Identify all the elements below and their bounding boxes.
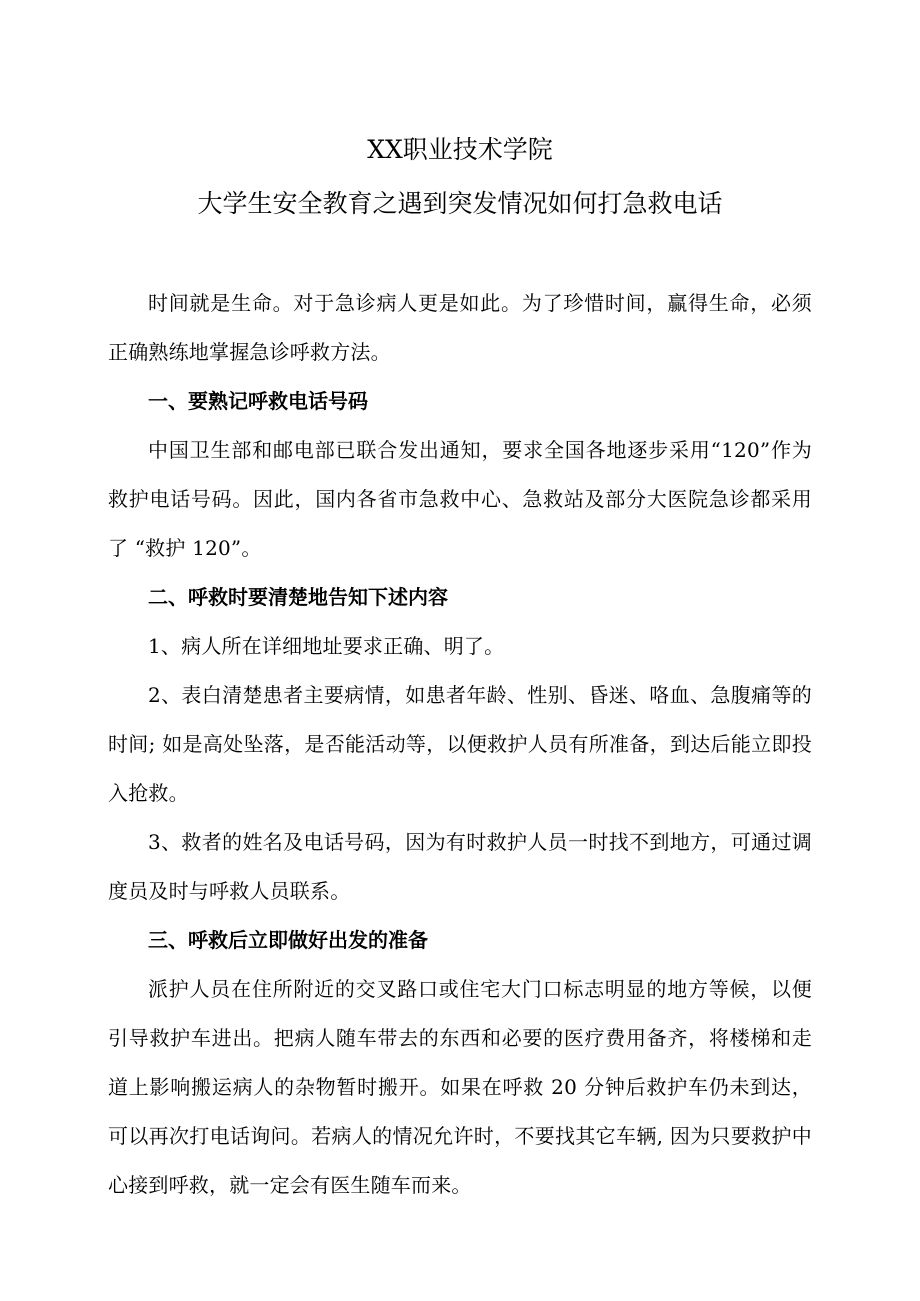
section-2-paragraph-2: 2、表白清楚患者主要病情，如患者年龄、性别、昏迷、咯血、急腹痛等的时间; 如是高处坠落，是否能活动等，以便救护人员有所准备，到达后能立即投入抢救。	[108, 683, 812, 805]
section-heading-3: 三、呼救后立即做好出发的准备	[148, 928, 428, 952]
section-2-paragraph-3: 3、救者的姓名及电话号码，因为有时救护人员一时找不到地方，可通过调度员及时与呼救人员联系。	[108, 830, 812, 903]
section-3-paragraph-1: 派护人员在住所附近的交叉路口或住宅大门口标志明显的地方等候，以便引导救护车进出。把病人随车带去的东西和必要的医疗费用备齐，将楼梯和走道上影响搬运病人的杂物暂时搬开。如果在呼救 20 分钟后救护车仍未到达，可以再次打电话询问。若病人的情况允许时，不要找其它车辆, 因为只要救护中心接到呼救，就一定会有医生随车而来。	[108, 977, 812, 1197]
document-title-topic: 大学生安全教育之遇到突发情况如何打急救电话	[197, 189, 723, 218]
document-title-school: XX职业技术学院	[367, 135, 553, 164]
section-heading-2: 二、呼救时要清楚地告知下述内容	[148, 585, 448, 609]
section-2-paragraph-1: 1、病人所在详细地址要求正确、明了。	[148, 634, 505, 658]
section-heading-1: 一、要熟记呼救电话号码	[148, 389, 368, 413]
intro-paragraph: 时间就是生命。对于急诊病人更是如此。为了珍惜时间，赢得生命，必须正确熟练地掌握急诊呼救方法。	[108, 291, 812, 364]
section-1-paragraph-1: 中国卫生部和邮电部已联合发出通知，要求全国各地逐步采用“120”作为救护电话号码。因此，国内各省市急救中心、急救站及部分大医院急诊都采用了 “救护 120”。	[108, 438, 812, 560]
